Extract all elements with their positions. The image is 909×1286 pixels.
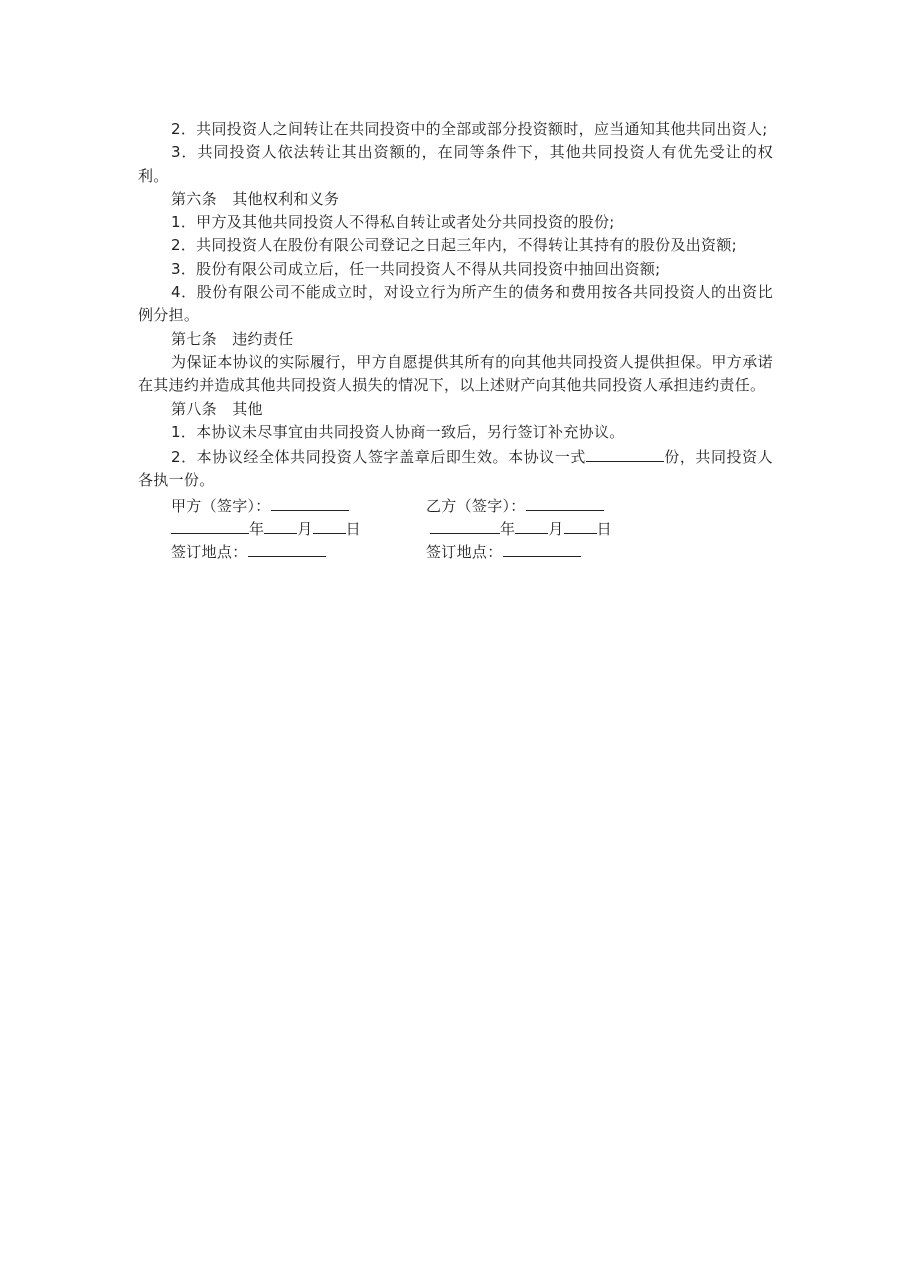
clause-5-item-2: 2．共同投资人之间转让在共同投资中的全部或部分投资额时，应当通知其他共同出资人;: [171, 120, 768, 138]
party-a-signature: [171, 493, 426, 516]
clause-6-item-3: 3．股份有限公司成立后，任一共同投资人不得从共同投资中抽回出资额;: [171, 259, 661, 278]
clause-8-item-2-after: 份，共同投资人各执一份。: [138, 448, 773, 490]
party-a-place: [171, 539, 426, 562]
party-a-year-label: 年: [249, 520, 265, 539]
clause-8-item-2-before: 2．本协议经全体共同投资人签字盖章后即生效。本协议一式: [171, 448, 586, 467]
signature-row: [138, 493, 773, 516]
party-b-month-blank[interactable]: [515, 516, 548, 534]
party-b-day-blank[interactable]: [564, 516, 597, 534]
date-row: [138, 516, 773, 539]
party-b-year-blank[interactable]: [430, 516, 500, 534]
clause-8-item-1: 1．本协议未尽事宜由共同投资人协商一致后，另行签订补充协议。: [171, 422, 625, 441]
party-b-signature-blank[interactable]: [526, 493, 604, 511]
party-b-year-label: 年: [500, 520, 516, 539]
party-b-place-blank[interactable]: [503, 539, 581, 557]
party-a-signature-blank[interactable]: [271, 493, 349, 511]
party-b-place-label: 签订地点：: [426, 543, 503, 562]
party-b-date: [426, 516, 612, 539]
party-a-month-label: 月: [297, 520, 313, 539]
party-a-label: 甲方（签字）：: [171, 496, 271, 515]
party-b-signature: [426, 493, 604, 516]
clause-8-item-2: [138, 444, 773, 493]
clause-6-item-1: 1．甲方及其他共同投资人不得私自转让或者处分共同投资的股份;: [171, 213, 615, 232]
place-row: [138, 539, 773, 562]
clause-5-item-3: 3．共同投资人依法转让其出资额的，在同等条件下，其他共同投资人有优先受让的权利。: [138, 143, 773, 185]
clause-6-item-4: 4．股份有限公司不能成立时，对设立行为所产生的债务和费用按各共同投资人的出资比例分担。: [138, 283, 773, 325]
party-a-year-blank[interactable]: [171, 516, 249, 534]
party-a-place-label: 签订地点：: [171, 543, 248, 562]
party-a-day-blank[interactable]: [313, 516, 346, 534]
party-b-day-label: 日: [596, 520, 612, 539]
party-a-day-label: 日: [345, 520, 361, 539]
party-b-label: 乙方（签字）：: [426, 496, 526, 515]
party-b-place: [426, 539, 581, 562]
article-7-heading: 第七条 违约责任: [171, 329, 294, 348]
party-a-place-blank[interactable]: [248, 539, 326, 557]
party-b-month-label: 月: [548, 520, 564, 539]
article-8-heading: 第八条 其他: [171, 399, 263, 418]
clause-6-item-2: 2．共同投资人在股份有限公司登记之日起三年内，不得转让其持有的股份及出资额;: [171, 236, 738, 255]
agreement-page: [138, 118, 773, 563]
party-a-month-blank[interactable]: [264, 516, 297, 534]
copies-blank[interactable]: [586, 444, 664, 462]
party-a-date: [171, 516, 426, 539]
article-6-heading: 第六条 其他权利和义务: [171, 189, 340, 208]
clause-7-text: 为保证本协议的实际履行，甲方自愿提供其所有的向其他共同投资人提供担保。甲方承诺在其违约并造成其他共同投资人损失的情况下，以上述财产向其他共同投资人承担违约责任。: [138, 352, 773, 395]
